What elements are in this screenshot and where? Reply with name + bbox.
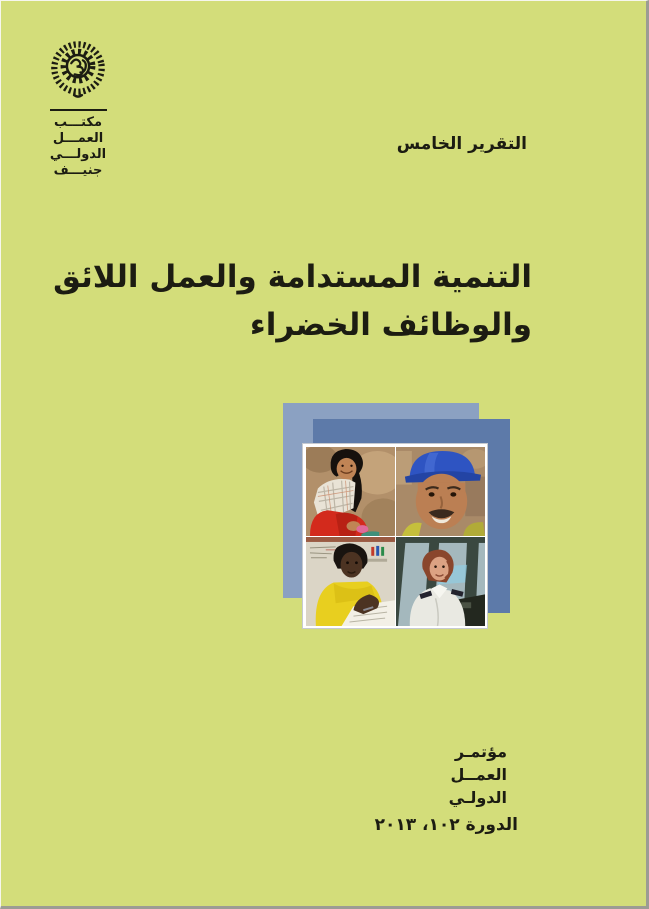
cover-title-line1: التنمية المستدامة والعمل اللائق <box>53 259 532 295</box>
photo-construction-worker <box>396 447 485 536</box>
ilo-emblem-icon <box>47 84 109 103</box>
conference-line: العمــل <box>450 765 507 784</box>
logo-org-line: مكتـــب <box>53 115 102 130</box>
cover-title-line2: والوظائف الخضراء <box>249 307 532 343</box>
logo-org-name <box>46 115 110 179</box>
report-number-label: التقرير الخامس <box>396 134 527 154</box>
conference-name-block <box>449 740 507 809</box>
ilo-logo-block <box>46 41 110 179</box>
logo-divider <box>50 109 107 111</box>
cover-title <box>53 253 532 349</box>
logo-org-line: الدولـــي <box>49 147 107 162</box>
photo-student-writing <box>306 537 395 626</box>
conference-line: مؤتمـر <box>454 742 507 761</box>
photo-ship-officer <box>396 537 485 626</box>
session-label: الدورة ١٠٢، ٢٠١٣ <box>374 815 518 835</box>
photo-collage <box>302 443 488 629</box>
logo-org-line: جنيـــف <box>53 163 103 178</box>
logo-org-line: العمـــل <box>52 131 104 146</box>
photo-farm-worker <box>306 447 395 536</box>
conference-line: الدولـي <box>448 788 507 807</box>
